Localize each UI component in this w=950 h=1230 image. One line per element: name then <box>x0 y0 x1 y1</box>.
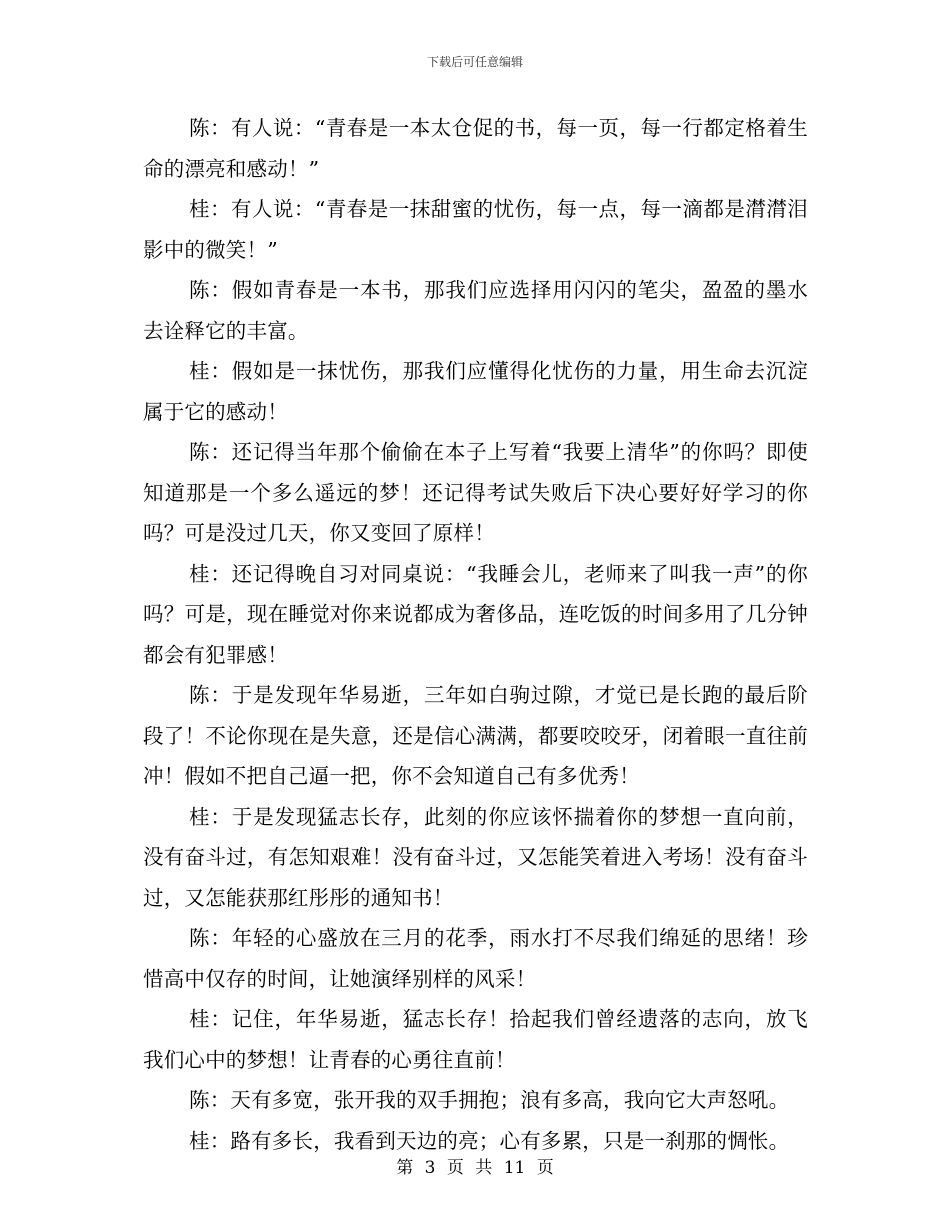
paragraph: 桂：还记得晚自习对同桌说：“我睡会儿，老师来了叫我一声”的你吗？可是，现在睡觉对你来说都成为奢侈品，连吃饭的时间多用了几分钟都会有犯罪感！ <box>143 561 808 667</box>
paragraph: 陈：假如青春是一本书，那我们应选择用闪闪的笔尖，盈盈的墨水去诠释它的丰富。 <box>143 278 808 343</box>
page-number-footer: 第 3 页 共 11 页 <box>396 1158 554 1178</box>
paragraph: 陈：还记得当年那个偷偷在本子上写着“我要上清华”的你吗？即使知道那是一个多么遥远的梦！还记得考试失败后下决心要好好学习的你吗？可是没过几天，你又变回了原样！ <box>143 440 808 545</box>
body-text <box>143 108 808 1161</box>
paragraph: 陈：天有多宽，张开我的双手拥抱；浪有多高，我向它大声怒吼。 <box>189 1088 790 1112</box>
paragraph: 陈：有人说：“青春是一本太仓促的书，每一页，每一行都定格着生命的漂亮和感动！” <box>143 116 808 181</box>
paragraph: 桂：记住，年华易逝，猛志长存！拾起我们曾经遗落的志向，放飞我们心中的梦想！让青春的心勇往直前！ <box>143 1007 808 1072</box>
paragraph: 桂：路有多长，我看到天边的亮；心有多累，只是一刹那的惆怅。 <box>189 1128 790 1153</box>
paragraph: 陈：年轻的心盛放在三月的花季，雨水打不尽我们绵延的思绪！珍惜高中仅存的时间，让她演绎别样的风采！ <box>143 926 808 991</box>
paragraph: 桂：有人说：“青春是一抹甜蜜的忧伤，每一点，每一滴都是潸潸泪影中的微笑！” <box>143 197 808 262</box>
paragraph: 桂：于是发现猛志长存，此刻的你应该怀揣着你的梦想一直向前，没有奋斗过，有怎知艰难！没有奋斗过，又怎能笑着进入考场！没有奋斗过，又怎能获那红彤彤的通知书！ <box>143 804 808 910</box>
paragraph: 桂：假如是一抹忧伤，那我们应懂得化忧伤的力量，用生命去沉淀属于它的感动！ <box>143 359 808 424</box>
paragraph: 陈：于是发现年华易逝，三年如白驹过隙，才觉已是长跑的最后阶段了！不论你现在是失意，还是信心满满，都要咬咬牙，闭着眼一直往前冲！假如不把自己逼一把，你不会知道自己有多优秀！ <box>143 683 808 788</box>
header-note: 下载后可任意编辑 <box>426 55 523 69</box>
